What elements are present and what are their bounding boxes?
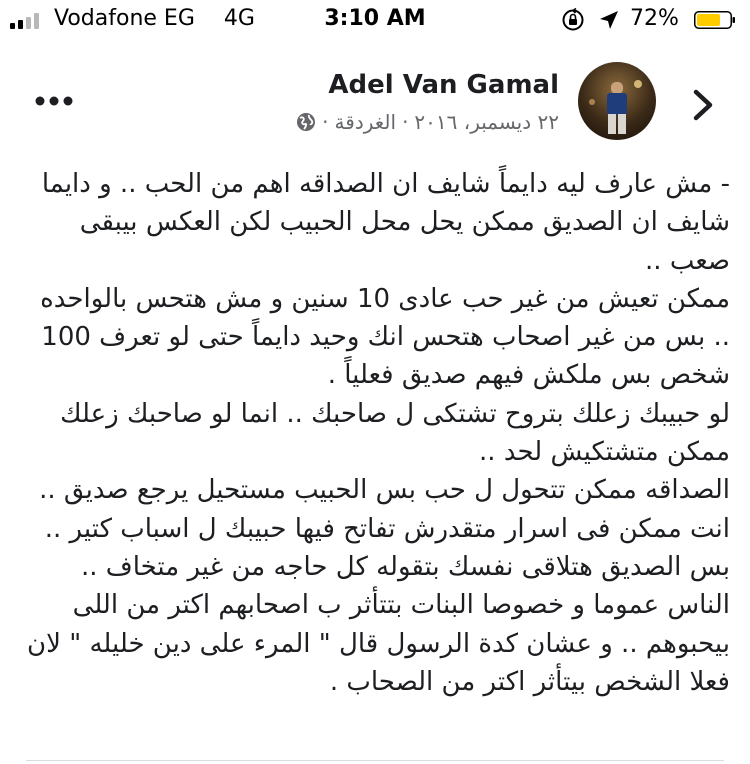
network-type: 4G xyxy=(223,6,255,31)
meta-separator: · xyxy=(322,110,329,134)
status-time: 3:10 AM xyxy=(324,6,426,31)
post-meta xyxy=(296,110,559,134)
author-name[interactable]: Adel Van Gamal xyxy=(328,70,559,100)
post-text xyxy=(26,165,730,701)
more-horizontal-icon[interactable] xyxy=(34,95,74,107)
post-date[interactable]: ٢٢ ديسمبر، ٢٠١٦ xyxy=(414,110,559,134)
post-paragraph: لو حبيبك زعلك بتروح تشتكى ل صاحبك .. انما لو صاحبك زعلك ممكن متشتكيش لحد .. xyxy=(60,398,730,468)
carrier-name: Vodafone EG xyxy=(54,6,195,31)
battery-percentage: 72% xyxy=(630,6,679,31)
post-paragraph: الناس عموما و خصوصا البنات بتتأثر ب اصحابهم اكتر من اللى بيحبوهم .. و عشان كدة الرسول قال " المرء على دين خليله " لان فعلا الشخص بيتأثر اكتر من الصحاب . xyxy=(27,590,730,697)
post-paragraph: انت ممكن فى اسرار متقدرش تفاتح فيها حبيبك ل اسباب كتير .. بس الصديق هتلاقى نفسك بتقوله كل حاجه من غير متخاف .. xyxy=(44,513,730,582)
avatar-figure-icon xyxy=(578,62,656,140)
chevron-right-icon[interactable] xyxy=(690,88,716,122)
post-paragraph: ممكن تعيش من غير حب عادى 10 سنين و مش هتحس بالواحده .. بس من غير اصحاب هتحس انك وحيد دايماً حتى لو تعرف 100 شخص بس ملكش فيهم صديق فعلياً . xyxy=(40,283,730,391)
location-arrow-icon xyxy=(598,9,620,31)
rotation-lock-icon xyxy=(561,8,585,32)
globe-icon xyxy=(296,112,316,132)
post-header xyxy=(0,50,750,150)
status-bar xyxy=(0,0,750,40)
post-paragraph: الصداقه ممكن تتحول ل حب بس الحبيب مستحيل يرجع صديق .. xyxy=(39,475,730,506)
post-paragraph: - مش عارف ليه دايماً شايف ان الصداقه اهم من الحب .. و دايما شايف ان الصديق ممكن يحل محل الحبيب لكن العكس بيبقى صعب .. xyxy=(41,169,730,276)
meta-separator: · xyxy=(402,110,409,134)
post-location[interactable]: الغردقة xyxy=(334,110,397,134)
battery-icon xyxy=(694,11,736,29)
avatar[interactable] xyxy=(578,62,656,140)
post-divider xyxy=(26,760,724,761)
battery-fill xyxy=(697,14,720,26)
